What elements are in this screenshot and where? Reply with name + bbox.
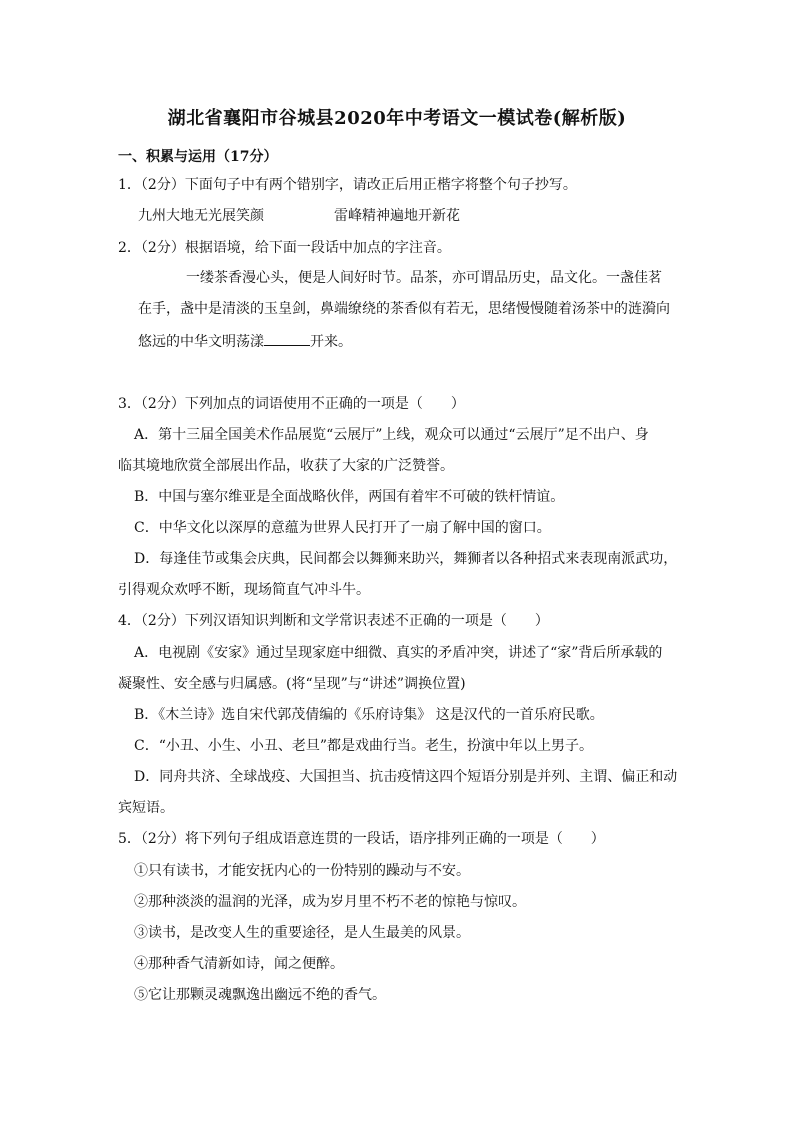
question-3-option-b: B．中国与塞尔维亚是全面战略伙伴，两国有着牢不可破的铁杆情谊。 <box>134 489 565 505</box>
question-4-option-b: B．《木兰诗》选自宋代郭茂倩编的《乐府诗集》 这是汉代的一首乐府民歌。 <box>134 707 604 723</box>
question-5-stem: 5．（2分）将下列句子组成语意连贯的一段话，语序排列正确的一项是（ ） <box>118 831 605 847</box>
section-heading: 一、积累与运用（17分） <box>118 149 278 165</box>
paragraph-text-end: 开来。 <box>310 334 352 350</box>
question-3-option-a: A．第十三届全国美术作品展览“云展厅”上线，观众可以通过“云展厅”足不出户、身 <box>134 427 649 443</box>
sentence-a: 九州大地无光展笑颜 <box>138 208 264 224</box>
question-1-sentence <box>138 206 460 226</box>
question-3-option-c: C．中华文化以深厚的意蕴为世界人民打开了一扇了解中国的窗口。 <box>134 520 551 536</box>
question-5-sentence-1: ①只有读书，才能安抚内心的一份特别的躁动与不安。 <box>134 863 470 879</box>
question-4-option-a: A．电视剧《安家》通过呈现家庭中细微、真实的矛盾冲突，讲述了“家”背后所承载的 <box>134 645 663 661</box>
question-4-stem: 4．（2分）下列汉语知识判断和文学常识表述不正确的一项是（ ） <box>118 613 549 629</box>
question-2-paragraph-line-2: 在手，盏中是清淡的玉皇剑，鼻端缭绕的茶香似有若无，思绪慢慢随着汤茶中的涟漪向 <box>138 301 670 317</box>
question-3-stem: 3．（2分）下列加点的词语使用不正确的一项是（ ） <box>118 396 465 412</box>
question-4-option-d-cont: 宾短语。 <box>118 800 174 816</box>
question-2-paragraph-line-3 <box>138 331 352 352</box>
question-3-option-d: D．每逢佳节或集会庆典，民间都会以舞狮来助兴，舞狮者以各种招式来表现南派武功， <box>134 551 678 567</box>
paragraph-text: 悠远的中华文明荡漾 <box>138 334 264 350</box>
question-3-option-a-cont: 临其境地欣赏全部展出作品，收获了大家的广泛赞誉。 <box>118 458 454 474</box>
question-4-option-c: C．“小丑、小生、小丑、老旦”都是戏曲行当。老生，扮演中年以上男子。 <box>134 738 594 754</box>
page-title: 湖北省襄阳市谷城县2020年中考语文一模试卷(解析版) <box>167 108 627 129</box>
sentence-b: 雷峰精神遍地开新花 <box>334 208 460 224</box>
question-5-sentence-3: ③读书，是改变人生的重要途径，是人生最美的风景。 <box>134 925 470 941</box>
question-2-stem: 2．（2分）根据语境，给下面一段话中加点的字注音。 <box>118 240 451 256</box>
question-2-paragraph-line-1: 一缕茶香漫心头，便是人间好时节。品茶，亦可谓品历史，品文化。一盏佳茗 <box>186 270 662 286</box>
question-4-option-a-cont: 凝聚性、安全感与归属感。(将“呈现”与“讲述”调换位置) <box>118 676 466 692</box>
question-5-sentence-2: ②那种淡淡的温润的光泽，成为岁月里不朽不老的惊艳与惊叹。 <box>134 894 526 910</box>
question-5-sentence-5: ⑤它让那颗灵魂飘逸出幽远不绝的香气。 <box>134 987 386 1003</box>
question-1-stem: 1．（2分）下面句子中有两个错别字，请改正后用正楷字将整个句子抄写。 <box>118 177 577 193</box>
question-3-option-d-cont: 引得观众欢呼不断，现场简直气冲斗牛。 <box>118 582 370 598</box>
question-4-option-d: D．同舟共济、全球战疫、大国担当、抗击疫情这四个短语分别是并列、主谓、偏正和动 <box>134 769 678 785</box>
question-5-sentence-4: ④那种香气清新如诗，闻之便醉。 <box>134 956 344 972</box>
answer-blank[interactable] <box>264 331 310 346</box>
